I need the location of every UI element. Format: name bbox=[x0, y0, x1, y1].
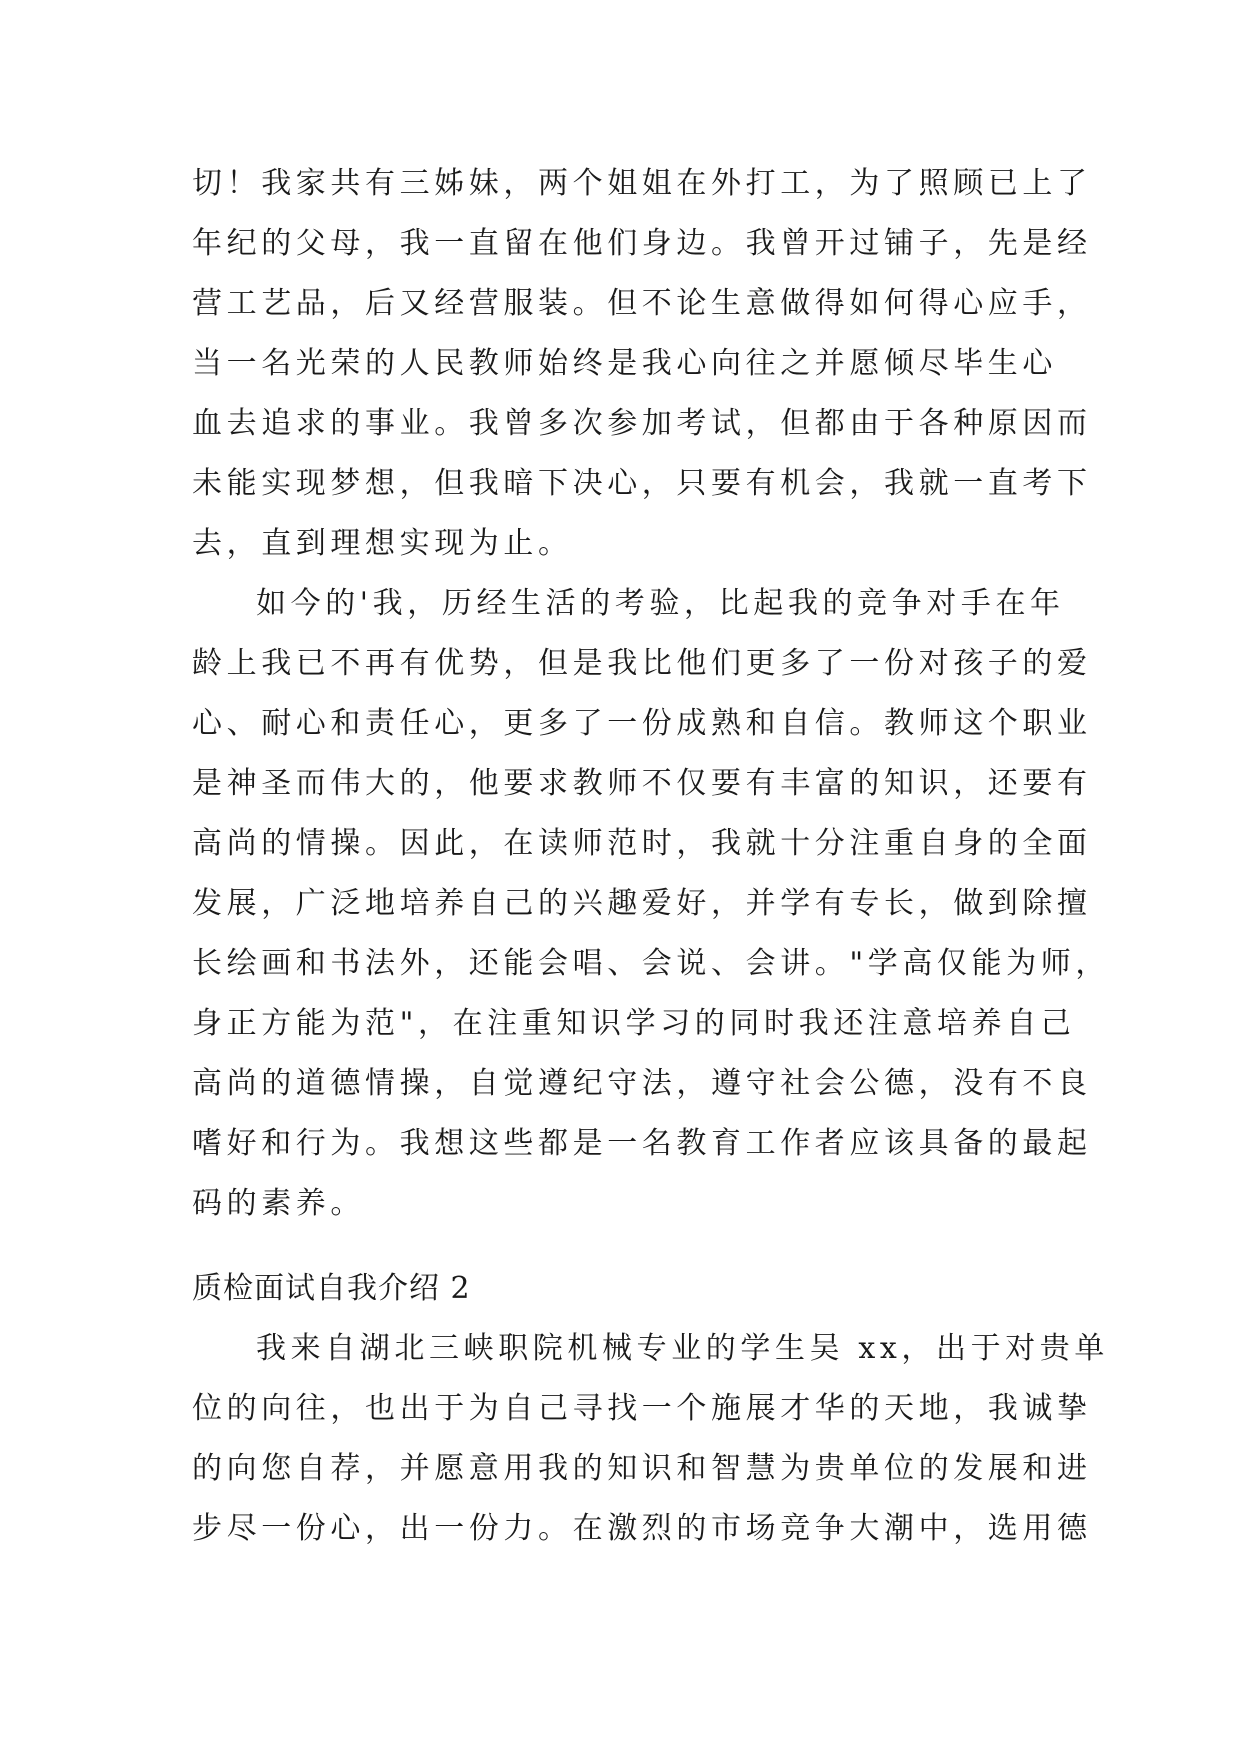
paragraph-2-line: 龄上我已不再有优势，但是我比他们更多了一份对孩子的爱 bbox=[192, 646, 1092, 681]
paragraph-1-line: 去，直到理想实现为止。 bbox=[192, 526, 573, 561]
paragraph-2-line: 是神圣而伟大的，他要求教师不仅要有丰富的知识，还要有 bbox=[192, 766, 1092, 801]
paragraph-2-line: 如今的'我，历经生活的考验，比起我的竞争对手在年 bbox=[256, 586, 1065, 621]
paragraph-3-line: 我来自湖北三峡职院机械专业的学生吴 xx，出于对贵单 bbox=[256, 1331, 1109, 1366]
paragraph-3-line: 位的向往，也出于为自己寻找一个施展才华的天地，我诚挚 bbox=[192, 1391, 1092, 1426]
paragraph-2-line: 嗜好和行为。我想这些都是一名教育工作者应该具备的最起 bbox=[192, 1126, 1092, 1161]
paragraph-2-line: 码的素养。 bbox=[192, 1186, 365, 1221]
paragraph-2-line: 心、耐心和责任心，更多了一份成熟和自信。教师这个职业 bbox=[192, 706, 1092, 741]
paragraph-2-line: 高尚的情操。因此，在读师范时，我就十分注重自身的全面 bbox=[192, 826, 1092, 861]
paragraph-2-line: 发展，广泛地培养自己的兴趣爱好，并学有专长，做到除擅 bbox=[192, 886, 1092, 921]
paragraph-3-line: 步尽一份心，出一份力。在激烈的市场竞争大潮中，选用德 bbox=[192, 1511, 1092, 1546]
paragraph-1-line: 年纪的父母，我一直留在他们身边。我曾开过铺子，先是经 bbox=[192, 226, 1092, 261]
paragraph-1-line: 血去追求的事业。我曾多次参加考试，但都由于各种原因而 bbox=[192, 406, 1092, 441]
paragraph-1-line: 营工艺品，后又经营服装。但不论生意做得如何得心应手， bbox=[192, 286, 1092, 321]
paragraph-2-line: 身正方能为范"，在注重知识学习的同时我还注意培养自己 bbox=[192, 1006, 1076, 1041]
paragraph-1-line: 当一名光荣的人民教师始终是我心向往之并愿倾尽毕生心 bbox=[192, 346, 1057, 381]
paragraph-3-line: 的向您自荐，并愿意用我的知识和智慧为贵单位的发展和进 bbox=[192, 1451, 1092, 1486]
paragraph-1-line: 未能实现梦想，但我暗下决心，只要有机会，我就一直考下 bbox=[192, 466, 1092, 501]
paragraph-2-line: 高尚的道德情操，自觉遵纪守法，遵守社会公德，没有不良 bbox=[192, 1066, 1092, 1101]
paragraph-1-line: 切！我家共有三姊妹，两个姐姐在外打工，为了照顾已上了 bbox=[192, 166, 1092, 201]
section-heading: 质检面试自我介绍 2 bbox=[192, 1271, 471, 1306]
paragraph-2-line: 长绘画和书法外，还能会唱、会说、会讲。"学高仅能为师， bbox=[192, 946, 1110, 981]
